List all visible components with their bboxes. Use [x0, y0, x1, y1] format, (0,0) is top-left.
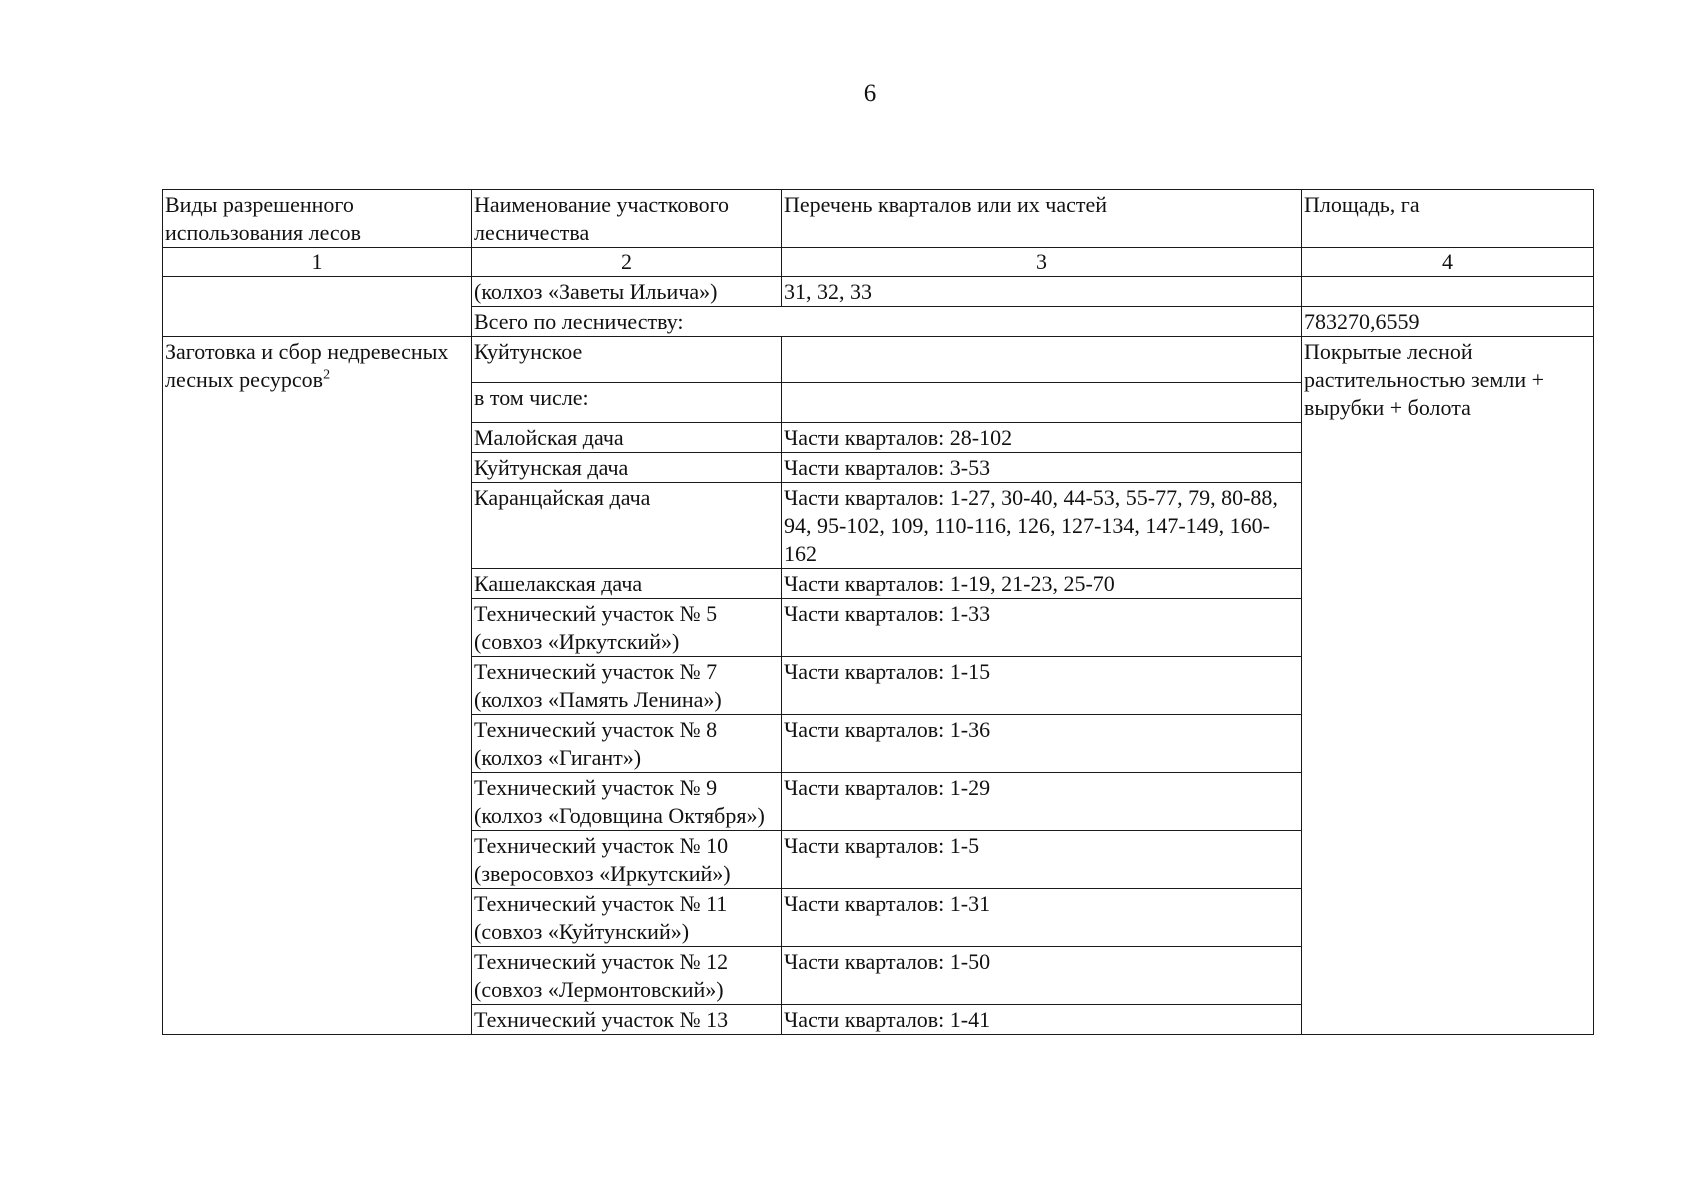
table-cell-name: Технический участок № 11 (совхоз «Куйтунский»)	[472, 889, 782, 947]
table-cell-quarters: Части кварталов: 28-102	[782, 423, 1302, 453]
table-cell-quarters: 31, 32, 33	[782, 277, 1302, 307]
column-number: 2	[472, 248, 782, 277]
table-cell-area	[1302, 277, 1594, 307]
table-cell-quarters	[782, 383, 1302, 423]
forest-use-table	[162, 189, 1594, 1035]
header-forestry-name: Наименование участкового лесничества	[472, 190, 782, 248]
column-number: 3	[782, 248, 1302, 277]
table-cell-name: Технический участок № 10 (зверосовхоз «Иркутский»)	[472, 831, 782, 889]
table-cell-quarters: Части кварталов: 1-5	[782, 831, 1302, 889]
column-number: 1	[163, 248, 472, 277]
continuation-row	[163, 277, 1594, 307]
area-description: Покрытые лесной растительностью земли + вырубки + болота	[1302, 337, 1594, 1035]
table-cell-name: Малойская дача	[472, 423, 782, 453]
table-cell-quarters: Части кварталов: 1-41	[782, 1005, 1302, 1035]
column-number: 4	[1302, 248, 1594, 277]
table-cell-quarters: Части кварталов: 1-36	[782, 715, 1302, 773]
table-cell-name: Технический участок № 5 (совхоз «Иркутский»)	[472, 599, 782, 657]
table-cell-name: Технический участок № 9 (колхоз «Годовщина Октября»)	[472, 773, 782, 831]
usage-type-text: Заготовка и сбор недревесных лесных ресурсов	[165, 339, 449, 392]
table-cell-quarters: Части кварталов: 1-31	[782, 889, 1302, 947]
table-cell-name: Кашелакская дача	[472, 569, 782, 599]
header-area: Площадь, га	[1302, 190, 1594, 248]
table-cell-quarters: Части кварталов: 3-53	[782, 453, 1302, 483]
table-cell-quarters: Части кварталов: 1-50	[782, 947, 1302, 1005]
column-number-row	[163, 248, 1594, 277]
table-cell-name: Технический участок № 7 (колхоз «Память Ленина»)	[472, 657, 782, 715]
table-cell-quarters: Части кварталов: 1-19, 21-23, 25-70	[782, 569, 1302, 599]
table-cell-name: Куйтунская дача	[472, 453, 782, 483]
table-cell-name: Технический участок № 13	[472, 1005, 782, 1035]
table-cell-quarters: Части кварталов: 1-33	[782, 599, 1302, 657]
total-label: Всего по лесничеству:	[472, 307, 1302, 337]
table-cell-name: Каранцайская дача	[472, 483, 782, 569]
table-cell-quarters: Части кварталов: 1-29	[782, 773, 1302, 831]
page-number: 6	[863, 80, 877, 107]
table-cell-name: Технический участок № 12 (совхоз «Лермонтовский»)	[472, 947, 782, 1005]
header-quarters: Перечень кварталов или их частей	[782, 190, 1302, 248]
table-cell-quarters: Части кварталов: 1-15	[782, 657, 1302, 715]
forestry-row	[163, 337, 1594, 383]
table-header-row	[163, 190, 1594, 248]
footnote-marker: 2	[323, 367, 331, 383]
table-cell-name: Технический участок № 8 (колхоз «Гигант»)	[472, 715, 782, 773]
table-cell-quarters	[782, 337, 1302, 383]
table-cell-name: (колхоз «Заветы Ильича»)	[472, 277, 782, 307]
header-usage-type: Виды разрешенного использования лесов	[163, 190, 472, 248]
usage-type-cell	[163, 337, 472, 1035]
total-area: 783270,6559	[1302, 307, 1594, 337]
empty-usage-cell	[163, 277, 472, 337]
table-cell-quarters: Части кварталов: 1-27, 30-40, 44-53, 55-77, 79, 80-88, 94, 95-102, 109, 110-116, 126, 127-134, 147-149, 160-162	[782, 483, 1302, 569]
including-label: в том числе:	[472, 383, 782, 423]
forestry-name: Куйтунское	[472, 337, 782, 383]
